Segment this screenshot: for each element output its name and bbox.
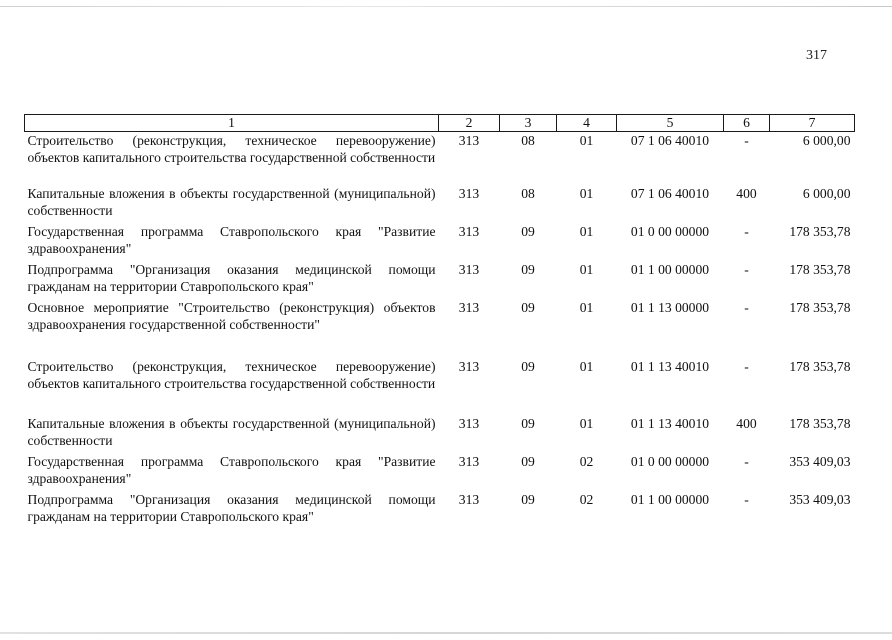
row-name: Капитальные вложения в объекты государственной (муниципальной) собственности bbox=[27, 415, 436, 448]
row-section-code: 09 bbox=[521, 299, 535, 315]
row-name: Государственная программа Ставропольского края "Развитие здравоохранения" bbox=[27, 453, 436, 486]
scan-edge-bottom bbox=[0, 632, 892, 634]
row-amount: 178 353,78 bbox=[789, 223, 851, 239]
scan-edge-top bbox=[0, 6, 892, 7]
row-name: Подпрограмма "Организация оказания медицинской помощи гражданам на территории Ставропольского края" bbox=[27, 491, 436, 524]
table-row bbox=[25, 261, 855, 299]
page-number: 317 bbox=[806, 48, 827, 63]
row-amount: 353 409,03 bbox=[789, 453, 851, 469]
header-col-3: 3 bbox=[500, 115, 557, 132]
row-amount: 178 353,78 bbox=[789, 299, 851, 315]
row-ministry-code: 313 bbox=[458, 223, 480, 239]
row-expense-type: - bbox=[744, 261, 749, 277]
row-target-code: 01 1 13 40010 bbox=[630, 415, 710, 431]
row-amount: 178 353,78 bbox=[789, 358, 851, 374]
row-amount: 178 353,78 bbox=[789, 261, 851, 277]
header-col-1: 1 bbox=[25, 115, 439, 132]
row-ministry-code: 313 bbox=[458, 261, 480, 277]
row-subsection-code: 02 bbox=[579, 491, 594, 507]
row-ministry-code: 313 bbox=[458, 185, 480, 201]
table-row bbox=[25, 453, 855, 491]
row-subsection-code: 01 bbox=[579, 261, 594, 277]
row-target-code: 01 1 13 00000 bbox=[630, 299, 710, 315]
header-col-6: 6 bbox=[724, 115, 770, 132]
row-name: Государственная программа Ставропольского края "Развитие здравоохранения" bbox=[27, 223, 436, 256]
row-expense-type: 400 bbox=[736, 415, 757, 431]
row-subsection-code: 01 bbox=[579, 133, 594, 148]
row-ministry-code: 313 bbox=[458, 358, 480, 374]
table-row bbox=[25, 185, 855, 223]
row-expense-type: - bbox=[744, 491, 749, 507]
row-ministry-code: 313 bbox=[458, 491, 480, 507]
row-subsection-code: 01 bbox=[579, 299, 594, 315]
row-expense-type: - bbox=[744, 299, 749, 315]
row-amount: 6 000,00 bbox=[802, 133, 851, 148]
row-expense-type: - bbox=[744, 223, 749, 239]
header-col-4: 4 bbox=[557, 115, 617, 132]
row-section-code: 09 bbox=[521, 358, 535, 374]
row-amount: 178 353,78 bbox=[789, 415, 851, 431]
table-row bbox=[25, 415, 855, 453]
row-name: Основное мероприятие "Строительство (реконструкция) объектов здравоохранения государственной собственности" bbox=[27, 299, 436, 332]
header-row bbox=[25, 115, 855, 132]
row-section-code: 08 bbox=[521, 133, 535, 148]
header-col-7: 7 bbox=[770, 115, 855, 132]
row-subsection-code: 01 bbox=[579, 223, 594, 239]
row-subsection-code: 01 bbox=[579, 185, 594, 201]
budget-table bbox=[24, 114, 855, 529]
row-target-code: 07 1 06 40010 bbox=[630, 185, 710, 201]
row-name: Подпрограмма "Организация оказания медицинской помощи гражданам на территории Ставропольского края" bbox=[27, 261, 436, 294]
row-target-code: 01 1 13 40010 bbox=[630, 358, 710, 374]
row-expense-type: - bbox=[744, 453, 749, 469]
row-section-code: 09 bbox=[521, 223, 535, 239]
row-expense-type: - bbox=[744, 358, 749, 374]
row-expense-type: - bbox=[744, 133, 749, 148]
row-target-code: 01 1 00 00000 bbox=[630, 491, 710, 507]
table-row bbox=[25, 299, 855, 358]
row-ministry-code: 313 bbox=[458, 415, 480, 431]
row-ministry-code: 313 bbox=[458, 453, 480, 469]
table-row bbox=[25, 223, 855, 261]
row-subsection-code: 02 bbox=[579, 453, 594, 469]
row-target-code: 07 1 06 40010 bbox=[630, 133, 710, 148]
row-target-code: 01 1 00 00000 bbox=[630, 261, 710, 277]
row-name: Строительство (реконструкция, техническое перевооружение) объектов капитального строительства государственной собственности bbox=[27, 358, 436, 391]
row-ministry-code: 313 bbox=[458, 133, 480, 148]
row-amount: 6 000,00 bbox=[802, 185, 851, 201]
row-section-code: 09 bbox=[521, 491, 535, 507]
row-ministry-code: 313 bbox=[458, 299, 480, 315]
row-amount: 353 409,03 bbox=[789, 491, 851, 507]
row-name: Строительство (реконструкция, техническое перевооружение) объектов капитального строительства государственной собственности bbox=[27, 133, 436, 165]
row-target-code: 01 0 00 00000 bbox=[630, 223, 710, 239]
row-section-code: 09 bbox=[521, 453, 535, 469]
row-expense-type: 400 bbox=[736, 185, 757, 201]
row-section-code: 09 bbox=[521, 261, 535, 277]
header-col-2: 2 bbox=[439, 115, 500, 132]
row-subsection-code: 01 bbox=[579, 358, 594, 374]
row-section-code: 09 bbox=[521, 415, 535, 431]
header-col-5: 5 bbox=[617, 115, 724, 132]
row-section-code: 08 bbox=[521, 185, 535, 201]
table-row bbox=[25, 358, 855, 415]
table-row bbox=[25, 491, 855, 529]
row-subsection-code: 01 bbox=[579, 415, 594, 431]
table-row bbox=[25, 132, 855, 185]
row-target-code: 01 0 00 00000 bbox=[630, 453, 710, 469]
row-name: Капитальные вложения в объекты государственной (муниципальной) собственности bbox=[27, 185, 436, 218]
